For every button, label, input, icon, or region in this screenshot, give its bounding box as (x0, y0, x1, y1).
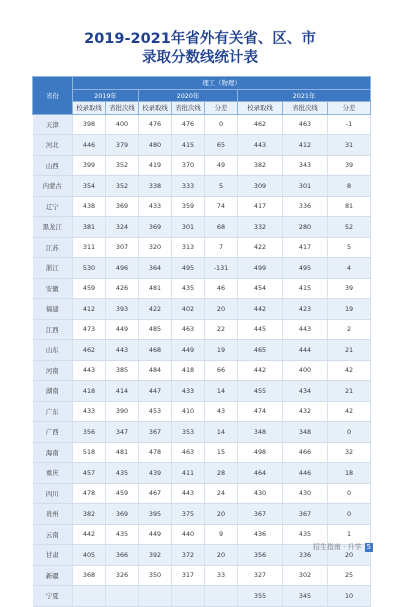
score-cell: 367 (139, 422, 172, 443)
score-cell: 338 (139, 176, 172, 197)
score-cell: 52 (328, 217, 371, 238)
col-batch-2020: 省批次线 (172, 102, 205, 115)
category-header: 理工（物理） (73, 77, 371, 90)
score-cell: 411 (172, 463, 205, 484)
score-cell: 46 (205, 278, 238, 299)
score-cell: 20 (205, 299, 238, 320)
score-cell: 14 (205, 422, 238, 443)
score-cell: 433 (139, 196, 172, 217)
score-cell: 327 (238, 565, 283, 586)
score-cell: 66 (205, 360, 238, 381)
score-cell: 345 (283, 586, 328, 607)
score-cell: 0 (328, 483, 371, 504)
col-batch-2019: 省批次线 (106, 102, 139, 115)
score-cell: 375 (172, 504, 205, 525)
score-table (32, 76, 371, 607)
score-cell: 0 (328, 504, 371, 525)
province-cell: 江西 (33, 319, 73, 340)
score-cell: 447 (139, 381, 172, 402)
score-cell: 465 (238, 340, 283, 361)
score-cell: 348 (283, 422, 328, 443)
score-cell: 302 (283, 565, 328, 586)
score-cell: 410 (172, 401, 205, 422)
score-cell: 395 (139, 504, 172, 525)
score-cell: 453 (139, 401, 172, 422)
province-header: 省份 (33, 77, 73, 115)
table-row (33, 299, 371, 320)
province-cell: 江苏 (33, 237, 73, 258)
score-cell: 449 (106, 319, 139, 340)
score-cell: 459 (106, 483, 139, 504)
score-cell: -131 (205, 258, 238, 279)
score-cell: 474 (238, 401, 283, 422)
score-cell: 352 (106, 176, 139, 197)
table-row (33, 278, 371, 299)
score-cell: 390 (106, 401, 139, 422)
score-cell: 440 (172, 524, 205, 545)
table-row (33, 483, 371, 504)
score-cell: 307 (106, 237, 139, 258)
table-row (33, 586, 371, 607)
province-cell: 山西 (33, 155, 73, 176)
score-cell: 402 (172, 299, 205, 320)
score-cell: 405 (73, 545, 106, 566)
score-cell: -1 (328, 114, 371, 135)
score-cell: 462 (73, 340, 106, 361)
score-cell: 32 (328, 442, 371, 463)
score-cell: 457 (73, 463, 106, 484)
page-number: 5 (366, 542, 371, 551)
score-cell: 4 (328, 258, 371, 279)
score-cell: 369 (139, 217, 172, 238)
score-cell: 0 (205, 114, 238, 135)
score-cell: 20 (328, 545, 371, 566)
score-cell: 418 (73, 381, 106, 402)
score-cell: 398 (73, 114, 106, 135)
score-cell (73, 586, 106, 607)
score-cell: 324 (106, 217, 139, 238)
score-cell: 435 (106, 524, 139, 545)
score-cell: 463 (283, 114, 328, 135)
score-cell: 399 (73, 155, 106, 176)
score-cell: 432 (283, 401, 328, 422)
score-cell: 301 (283, 176, 328, 197)
score-cell: 442 (73, 524, 106, 545)
score-cell: 412 (73, 299, 106, 320)
score-cell: 18 (328, 463, 371, 484)
score-cell: 39 (328, 155, 371, 176)
score-cell: 33 (205, 565, 238, 586)
score-cell: 495 (172, 258, 205, 279)
score-cell: 426 (106, 278, 139, 299)
score-cell: 311 (73, 237, 106, 258)
score-cell: 81 (328, 196, 371, 217)
province-cell: 四川 (33, 483, 73, 504)
score-cell (139, 586, 172, 607)
score-cell: 439 (139, 463, 172, 484)
score-cell: 446 (283, 463, 328, 484)
table-row (33, 463, 371, 484)
score-cell: 446 (73, 135, 106, 156)
year-2021-header: 2021年 (238, 89, 371, 102)
col-school-2021: 校录取线 (238, 102, 283, 115)
score-cell: 15 (205, 442, 238, 463)
score-cell: 481 (139, 278, 172, 299)
score-cell: 449 (172, 340, 205, 361)
score-cell: 442 (238, 299, 283, 320)
score-cell: 476 (139, 114, 172, 135)
score-cell: 417 (283, 237, 328, 258)
col-diff-2020: 分差 (205, 102, 238, 115)
score-cell: 443 (106, 340, 139, 361)
score-cell: 445 (238, 319, 283, 340)
score-cell: 9 (205, 524, 238, 545)
score-cell: 496 (106, 258, 139, 279)
score-cell: 434 (283, 381, 328, 402)
table-body (33, 114, 371, 606)
table-row (33, 196, 371, 217)
score-cell: 368 (73, 565, 106, 586)
province-cell: 浙江 (33, 258, 73, 279)
province-cell: 湖南 (33, 381, 73, 402)
table-row (33, 114, 371, 135)
score-cell: 8 (328, 176, 371, 197)
score-cell: 65 (205, 135, 238, 156)
score-cell: 498 (238, 442, 283, 463)
score-cell (205, 586, 238, 607)
province-cell: 河北 (33, 135, 73, 156)
score-cell: 484 (139, 360, 172, 381)
score-cell: 320 (139, 237, 172, 258)
score-cell (106, 586, 139, 607)
score-cell: 433 (73, 401, 106, 422)
score-cell: 354 (73, 176, 106, 197)
score-cell: 5 (328, 237, 371, 258)
score-cell: 476 (172, 114, 205, 135)
province-cell: 甘肃 (33, 545, 73, 566)
score-cell: 68 (205, 217, 238, 238)
score-cell: 313 (172, 237, 205, 258)
score-cell: 385 (106, 360, 139, 381)
score-cell: 350 (139, 565, 172, 586)
score-cell: 442 (238, 360, 283, 381)
score-cell: 347 (106, 422, 139, 443)
province-cell: 辽宁 (33, 196, 73, 217)
table-row (33, 217, 371, 238)
score-cell: 336 (283, 545, 328, 566)
score-cell: 443 (238, 135, 283, 156)
score-cell: 466 (283, 442, 328, 463)
table-row (33, 135, 371, 156)
score-cell: 22 (205, 319, 238, 340)
table-row (33, 381, 371, 402)
year-2019-header: 2019年 (73, 89, 139, 102)
table-row (33, 422, 371, 443)
score-cell: 468 (139, 340, 172, 361)
score-cell: 530 (73, 258, 106, 279)
score-cell: 24 (205, 483, 238, 504)
score-cell: 2 (328, 319, 371, 340)
score-cell: 7 (205, 237, 238, 258)
score-cell: 499 (238, 258, 283, 279)
score-cell: 49 (205, 155, 238, 176)
table-row (33, 319, 371, 340)
score-cell: 364 (139, 258, 172, 279)
table-row (33, 442, 371, 463)
score-cell: 21 (328, 340, 371, 361)
province-cell: 海南 (33, 442, 73, 463)
score-cell: 415 (283, 278, 328, 299)
score-cell: 317 (172, 565, 205, 586)
score-cell: 443 (73, 360, 106, 381)
province-cell: 云南 (33, 524, 73, 545)
province-cell: 新疆 (33, 565, 73, 586)
score-cell: 74 (205, 196, 238, 217)
province-cell: 山东 (33, 340, 73, 361)
score-cell: 356 (238, 545, 283, 566)
score-cell: 449 (139, 524, 172, 545)
footer-text: 招生指南 · 升学 (312, 543, 362, 551)
score-cell: 20 (205, 545, 238, 566)
score-cell: 422 (139, 299, 172, 320)
page-title-line1: 2019-2021年省外有关省、区、市 (84, 31, 316, 47)
score-cell: 443 (172, 483, 205, 504)
score-cell: 372 (172, 545, 205, 566)
score-cell: 1 (328, 524, 371, 545)
score-cell: 464 (238, 463, 283, 484)
score-cell: 25 (328, 565, 371, 586)
score-cell: 21 (328, 381, 371, 402)
score-cell: 42 (328, 360, 371, 381)
score-cell: 359 (172, 196, 205, 217)
score-cell: 467 (139, 483, 172, 504)
col-school-2019: 校录取线 (73, 102, 106, 115)
score-cell: 438 (73, 196, 106, 217)
score-cell: 414 (106, 381, 139, 402)
province-cell: 重庆 (33, 463, 73, 484)
table-row (33, 340, 371, 361)
score-cell: 332 (238, 217, 283, 238)
score-cell: 481 (106, 442, 139, 463)
score-cell: 336 (283, 196, 328, 217)
score-cell: 333 (172, 176, 205, 197)
score-cell: 31 (328, 135, 371, 156)
page-footer (313, 542, 373, 552)
score-cell: 393 (106, 299, 139, 320)
score-cell: 412 (283, 135, 328, 156)
year-2020-header: 2020年 (139, 89, 238, 102)
score-cell: 369 (106, 504, 139, 525)
score-cell: 422 (238, 237, 283, 258)
score-cell: 43 (205, 401, 238, 422)
table-row (33, 237, 371, 258)
score-cell: 436 (238, 524, 283, 545)
score-cell: 444 (283, 340, 328, 361)
table-row (33, 176, 371, 197)
score-cell: 0 (328, 422, 371, 443)
score-cell: 418 (172, 360, 205, 381)
score-cell: 419 (139, 155, 172, 176)
score-cell: 381 (73, 217, 106, 238)
score-cell: 495 (283, 258, 328, 279)
score-cell: 435 (172, 278, 205, 299)
score-cell: 309 (238, 176, 283, 197)
province-cell: 广西 (33, 422, 73, 443)
score-cell: 478 (73, 483, 106, 504)
score-cell: 455 (238, 381, 283, 402)
score-cell: 443 (283, 319, 328, 340)
col-school-2020: 校录取线 (139, 102, 172, 115)
table-row (33, 565, 371, 586)
province-cell: 天津 (33, 114, 73, 135)
province-cell: 贵州 (33, 504, 73, 525)
page-title-line2: 录取分数线统计表 (142, 50, 258, 66)
score-cell: 370 (172, 155, 205, 176)
score-cell: 485 (139, 319, 172, 340)
score-cell: 5 (205, 176, 238, 197)
score-cell: 379 (106, 135, 139, 156)
score-cell: 353 (172, 422, 205, 443)
score-cell: 382 (73, 504, 106, 525)
table-row (33, 504, 371, 525)
score-cell: 392 (139, 545, 172, 566)
score-cell: 382 (238, 155, 283, 176)
province-cell: 广东 (33, 401, 73, 422)
score-cell: 433 (172, 381, 205, 402)
province-cell: 河南 (33, 360, 73, 381)
score-cell: 369 (106, 196, 139, 217)
score-cell: 10 (328, 586, 371, 607)
score-cell: 301 (172, 217, 205, 238)
score-cell: 42 (328, 401, 371, 422)
score-cell: 478 (139, 442, 172, 463)
table-row (33, 258, 371, 279)
score-cell: 356 (73, 422, 106, 443)
score-cell: 473 (73, 319, 106, 340)
score-cell: 430 (238, 483, 283, 504)
score-cell: 367 (283, 504, 328, 525)
score-cell: 367 (238, 504, 283, 525)
table-row (33, 360, 371, 381)
score-cell: 19 (328, 299, 371, 320)
province-cell: 黑龙江 (33, 217, 73, 238)
score-cell: 400 (106, 114, 139, 135)
score-cell: 326 (106, 565, 139, 586)
score-cell (172, 586, 205, 607)
score-cell: 352 (106, 155, 139, 176)
score-cell: 39 (328, 278, 371, 299)
score-cell: 459 (73, 278, 106, 299)
province-cell: 内蒙古 (33, 176, 73, 197)
score-cell: 348 (238, 422, 283, 443)
province-cell: 宁夏 (33, 586, 73, 607)
score-cell: 423 (283, 299, 328, 320)
score-cell: 435 (283, 524, 328, 545)
score-cell: 400 (283, 360, 328, 381)
score-cell: 366 (106, 545, 139, 566)
score-cell: 20 (205, 504, 238, 525)
score-cell: 463 (172, 319, 205, 340)
score-cell: 454 (238, 278, 283, 299)
score-cell: 417 (238, 196, 283, 217)
table-row (33, 401, 371, 422)
score-cell: 355 (238, 586, 283, 607)
col-batch-2021: 省批次线 (283, 102, 328, 115)
score-cell: 28 (205, 463, 238, 484)
table-row (33, 155, 371, 176)
score-cell: 462 (238, 114, 283, 135)
score-cell: 14 (205, 381, 238, 402)
score-cell: 415 (172, 135, 205, 156)
province-cell: 安徽 (33, 278, 73, 299)
province-cell: 福建 (33, 299, 73, 320)
score-cell: 280 (283, 217, 328, 238)
col-diff-2021: 分差 (328, 102, 371, 115)
score-cell: 343 (283, 155, 328, 176)
score-cell: 19 (205, 340, 238, 361)
score-cell: 435 (106, 463, 139, 484)
score-cell: 518 (73, 442, 106, 463)
score-cell: 463 (172, 442, 205, 463)
score-cell: 430 (283, 483, 328, 504)
score-cell: 480 (139, 135, 172, 156)
